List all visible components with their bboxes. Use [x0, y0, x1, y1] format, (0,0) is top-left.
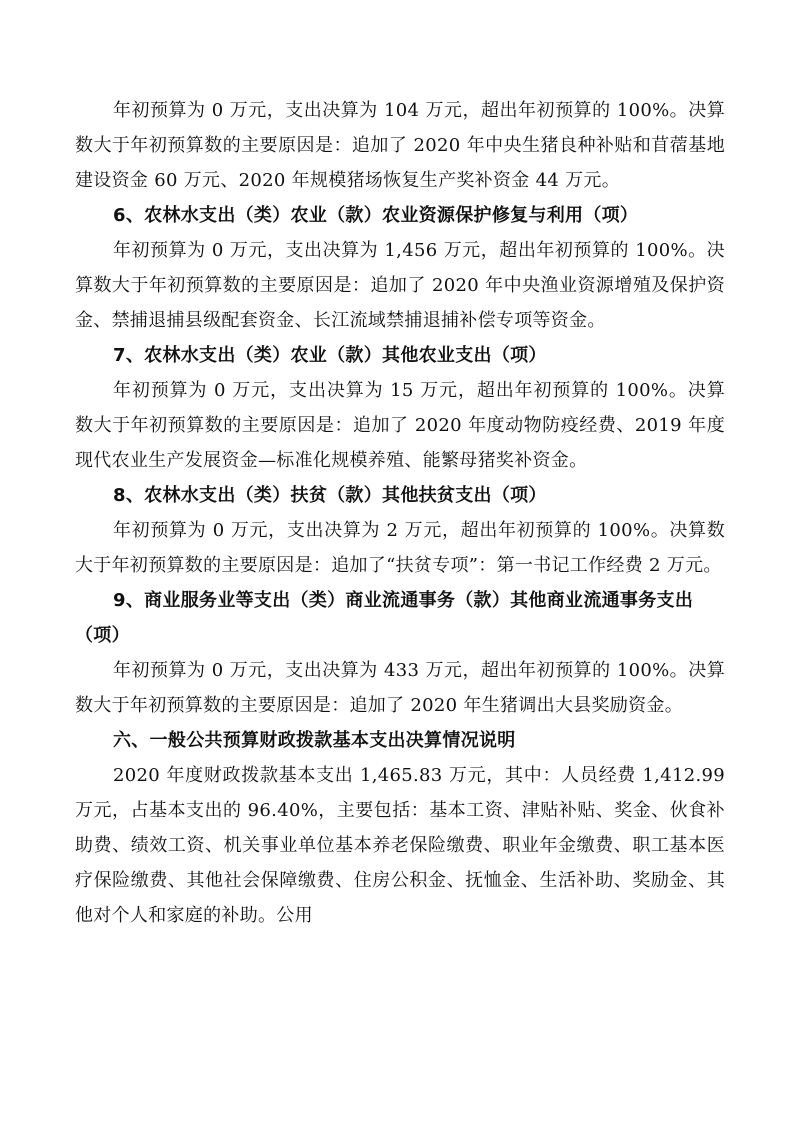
- paragraph-commerce: 年初预算为 0 万元，支出决算为 433 万元，超出年初预算的 100%。决算数大于年初预算数的主要原因是：追加了 2020 年生猪调出大县奖励资金。: [75, 660, 725, 716]
- section-heading-9: 9、商业服务业等支出（类）商业流通事务（款）其他商业流通事务支出（项）: [75, 590, 694, 646]
- paragraph-agri-resources: 年初预算为 0 万元，支出决算为 1,456 万元，超出年初预算的 100%。决算数大于年初预算数的主要原因是：追加了 2020 年中央渔业资源增殖及保护资金、禁捕退捕县级配套资金、长江流域禁捕退捕补偿专项等资金。: [75, 240, 725, 331]
- paragraph-fishery-budget-5: 年初预算为 0 万元，支出决算为 104 万元，超出年初预算的 100%。决算数大于年初预算数的主要原因是：追加了 2020 年中央生猪良种补贴和苜蓿基地建设资金 60 万元、2020 年规模猪场恢复生产奖补资金 44 万元。: [75, 100, 725, 191]
- paragraph-basic-expenditure: 2020 年度财政拨款基本支出 1,465.83 万元，其中：人员经费 1,412.99 万元，占基本支出的 96.40%，主要包括：基本工资、津贴补贴、奖金、伙食补助费、绩效工资、机关事业单位基本养老保险缴费、职业年金缴费、职工基本医疗保险缴费、其他社会保障缴费、住房公积金、抚恤金、生活补助、奖励金、其他对个人和家庭的补助。公用: [75, 765, 725, 926]
- section-heading-7: 7、农林水支出（类）农业（款）其他农业支出（项）: [113, 345, 547, 366]
- paragraph-poverty-relief: 年初预算为 0 万元，支出决算为 2 万元，超出年初预算的 100%。决算数大于年初预算数的主要原因是：追加了“扶贫专项”：第一书记工作经费 2 万元。: [75, 520, 725, 576]
- section-heading-6: 6、农林水支出（类）农业（款）农业资源保护修复与利用（项）: [113, 205, 639, 226]
- paragraph-other-agri: 年初预算为 0 万元，支出决算为 15 万元，超出年初预算的 100%。决算数大于年初预算数的主要原因是：追加了 2020 年度动物防疫经费、2019 年度现代农业生产发展资金—标准化规模养殖、能繁母猪奖补资金。: [75, 380, 725, 471]
- section-heading-8: 8、农林水支出（类）扶贫（款）其他扶贫支出（项）: [113, 485, 547, 506]
- document-page: [75, 93, 725, 933]
- section-heading-six: 六、一般公共预算财政拨款基本支出决算情况说明: [113, 730, 516, 751]
